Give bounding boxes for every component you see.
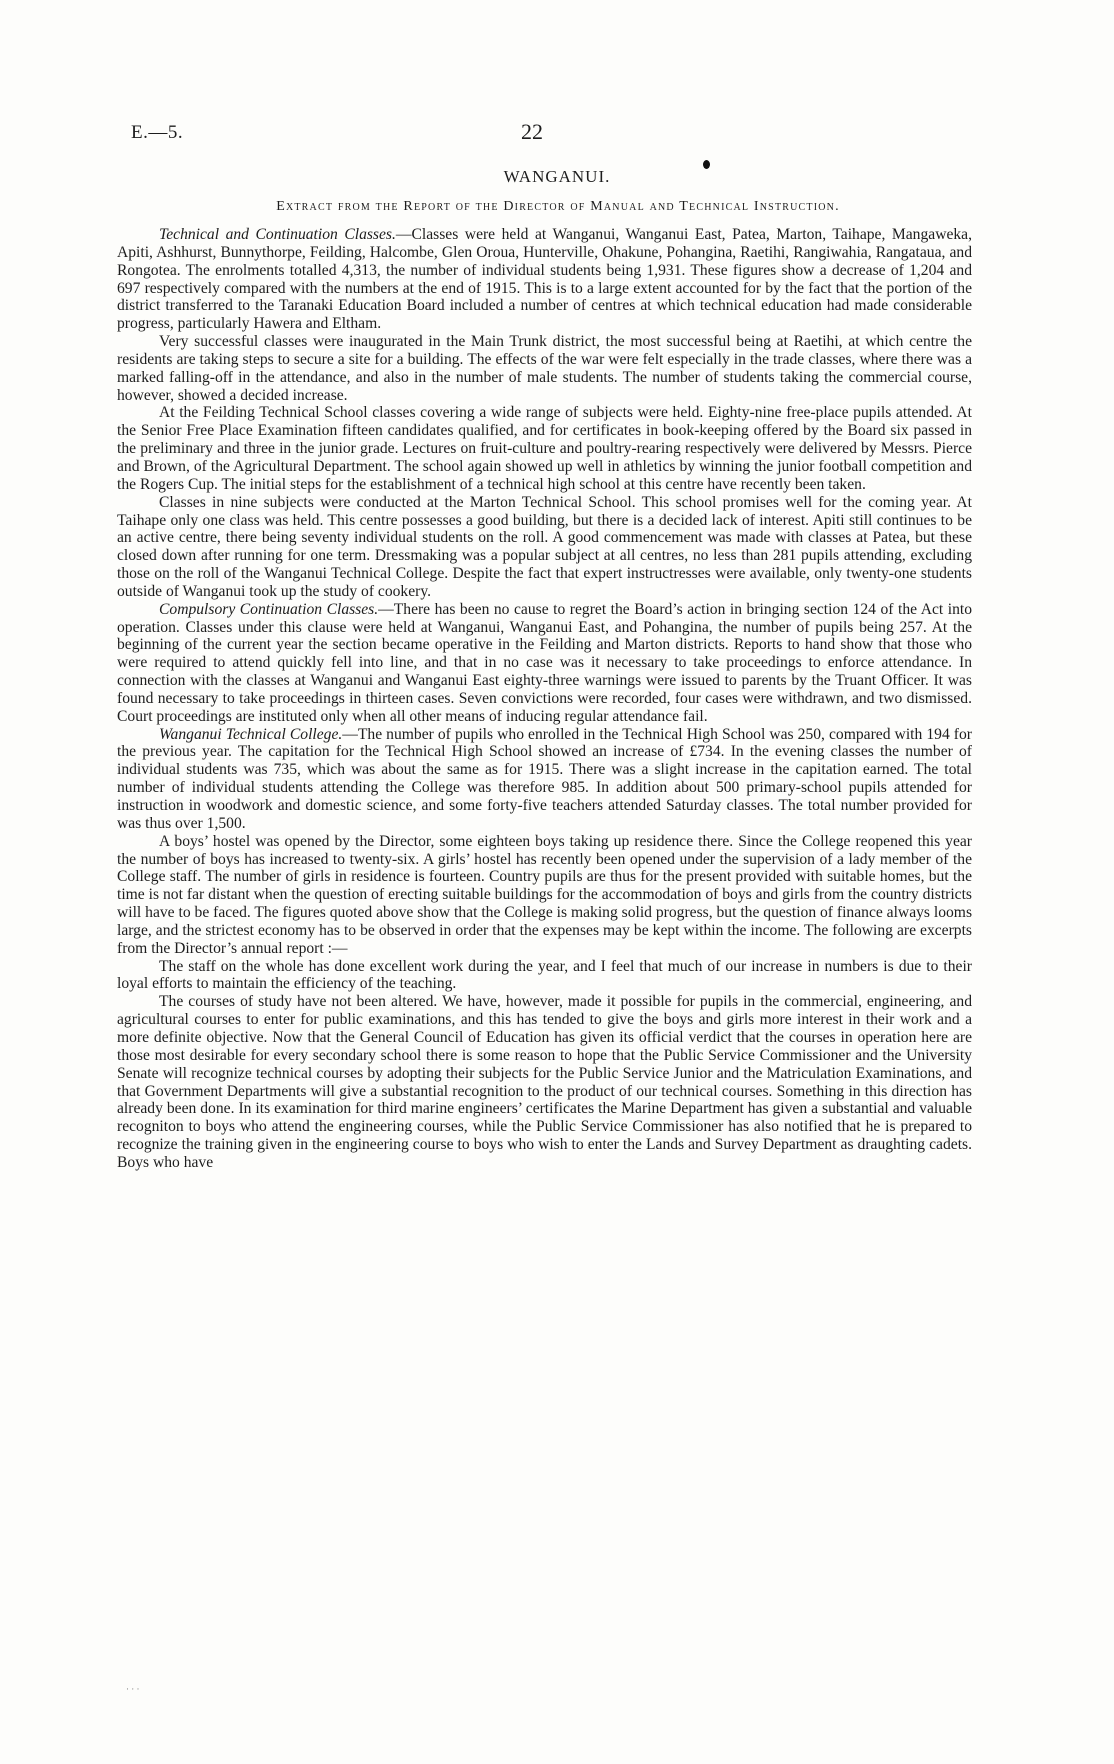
paragraph (117, 958, 972, 994)
paragraph-text: —Classes were held at Wanganui, Wanganui East, Patea, Marton, Taihape, Mangaweka, Apiti, Ashhurst, Bunnythorpe, Feilding, Halcombe, Glen Oroua, Hunterville, Ohakune, Pohangina, Raetihi, Rangiwahia, Rangataua, and Rongotea. The enrolments totalled 4,313, the number of individual students being 1,931. These figures show a decrease of 1,204 and 697 respectively compared with the numbers at the end of 1915. This is to a large extent accounted for by the fact that the portion of the district transferred to the Taranaki Education Board included a number of centres at which technical education had made considerable progress, particularly Hawera and Eltham. (117, 226, 972, 333)
paragraph (117, 601, 972, 726)
page-number: 22 (521, 119, 543, 144)
paragraph (117, 726, 972, 833)
scan-speckle: · · · (126, 1684, 140, 1694)
paragraph-text: —The number of pupils who enrolled in the Technical High School was 250, compared with 194 for the previous year. The capitation for the Technical High School showed an increase of £734. In the evening classes the number of individual students was 735, which was about the same as for 1915. There was a slight increase in the capitation earned. The total number of individual students attending the College was therefore 985. In addition about 500 primary-school pupils attended for instruction in woodwork and domestic science, and some forty-five teachers attended Saturday classes. The total number provided for was thus over 1,500. (117, 725, 972, 832)
paragraph (117, 404, 972, 493)
paragraph-text: A boys’ hostel was opened by the Director, some eighteen boys taking up residence there. Since the College reopened this year the number of boys has increased to twenty-six. A girls’ hostel has recently been opened under the supervision of a lady member of the College staff. The number of girls in residence is fourteen. Country pupils are thus for the present provided with suitable homes, but the time is not far distant when the question of erecting suitable buildings for the accommodation of boys and girls from the country districts will have to be faced. The figures quoted above show that the College is making solid progress, but the question of finance always looms large, and the strictest economy has to be observed in order that the expenses may be kept within the income. The following are excerpts from the Director’s annual report :— (117, 832, 973, 957)
paragraph-text: At the Feilding Technical School classes covering a wide range of subjects were held. Eighty-nine free-place pupils attended. At the Senior Free Place Examination fifteen candidates qualified, and for certificates in book-keeping offered by the Board six passed in the preliminary and three in the junior grade. Lectures on fruit-culture and poultry-rearing respectively were delivered by Messrs. Pierce and Brown, of the Agricultural Department. The school again showed up well in athletics by winning the junior football competition and the Rogers Cup. The initial steps for the establishment of a technical high school at this centre have recently been taken. (117, 404, 972, 493)
paragraph-text: —There has been no cause to regret the Board’s action in bringing section 124 of the Act into operation. Classes under this clause were held at Wanganui, Wanganui East, and Pohangina, the number of pupils being 257. At the beginning of the current year the section became operative in the Feilding and Marton districts. Reports to hand show that those who were required to attend quickly fell into line, and that in no case was it necessary to take proceedings to enforce attendance. In connection with the classes at Wanganui and Wanganui East eighty-three warnings were issued to parents by the Truant Officer. It was found necessary to take proceedings in thirteen cases. Seven convictions were recorded, four cases were withdrawn, and two dismissed. Court proceedings are instituted only when all other means of inducing regular attendance fail. (117, 600, 973, 725)
paragraph-heading: Wanganui Technical College. (159, 725, 343, 743)
paragraph-text: The courses of study have not been altered. We have, however, made it possible for pupils in the commercial, engineering, and agricultural courses to enter for public examinations, and this has tended to give the boys and girls more interest in their work and a more definite objective. Now that the General Council of Education has given its official verdict that the courses in operation here are those most desirable for every secondary school there is some reason to hope that the Public Service Commissioner and the University Senate will recognize technical courses by adopting their subjects for the Public Service Junior and the Matriculation Examinations, and that Government Departments will give a substantial recognition to the product of our technical courses. Something in this direction has already been done. In its examination for third marine engineers’ certificates the Marine Department has given a substantial and valuable recogniton to boys who attend the engineering courses, while the Public Service Commissioner has also notified that he is prepared to recognize the training given in the engineering course to boys who wish to enter the Lands and Survey Department as draughting cadets. Boys who have (117, 993, 972, 1171)
paragraph (117, 226, 972, 333)
paragraph-text: The staff on the whole has done excellent work during the year, and I feel that much of our increase in numbers is due to their loyal efforts to maintain the efficiency of the teaching. (117, 957, 972, 993)
paragraph (117, 494, 972, 601)
paragraph-heading: Compulsory Continuation Classes. (159, 600, 379, 618)
section-title: WANGANUI. (503, 167, 611, 186)
paragraph (117, 333, 972, 404)
body-text (117, 226, 972, 1172)
paragraph (117, 833, 972, 958)
section-subtitle: Extract from the Report of the Director of Manual and Technical Instruction. (276, 199, 840, 214)
paragraph-heading: Technical and Continuation Classes. (159, 226, 396, 243)
paragraph-text: Classes in nine subjects were conducted at the Marton Technical School. This school promises well for the coming year. At Taihape only one class was held. This centre possesses a good building, but there is a decided lack of interest. Apiti still continues to be an active centre, there being seventy individual students on the roll. A good commencement was made with classes at Patea, but these closed down after running for one term. Dressmaking was a popular subject at all centres, no less than 281 pupils attending, excluding those on the roll of the Wanganui Technical College. Despite the fact that expert instructresses were available, only twenty-one students outside of Wanganui took up the study of cookery. (117, 493, 972, 600)
paragraph (117, 993, 972, 1171)
paragraph-text: Very successful classes were inaugurated in the Main Trunk district, the most successful being at Raetihi, at which centre the residents are taking steps to secure a site for a building. The effects of the war were felt especially in the trade classes, where there was a marked falling-off in the attendance, and also in the number of male students. The number of students taking the commercial course, however, showed a decided increase. (117, 333, 972, 404)
report-reference: E.—5. (131, 122, 184, 143)
